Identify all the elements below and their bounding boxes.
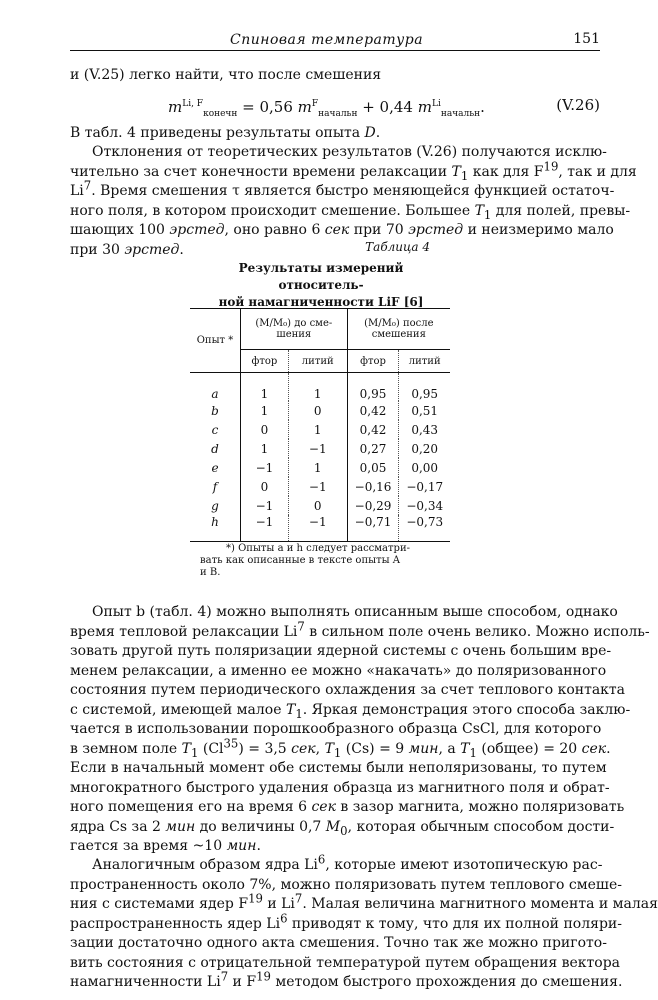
equation-expression: $m^{Li, F}_{конечн} = 0,56$ $m^F_{начальн} + 0,44$ $m^{Li}_{начальн}$. [168,98,485,119]
table-footnote: *) Опыты a и h следует рассматри- вать как описанные в тексте опыты A и B. [200,543,410,578]
cell-experiment: a [211,387,219,401]
cell-lithium-before: 1 [288,458,347,477]
column-header-experiment: Опыт * [196,335,234,346]
cell-lithium-after: 0,00 [399,458,450,477]
cell-experiment: c [211,422,219,437]
cell-fluorine-after: 0,42 [347,420,399,439]
cell-experiment: d [211,441,219,456]
magnetization-table [190,308,450,542]
page-number: 151 [573,31,600,47]
column-header-lithium-before: литий [288,350,347,373]
paragraph-table-ref: В табл. 4 приведены результаты опыта D. [70,125,381,141]
table-body [190,373,450,542]
intro-line: и (V.25) легко найти, что после смешения [70,67,382,83]
table-row [190,496,450,515]
cell-experiment: b [211,403,219,418]
column-header-lithium-after: литий [399,350,450,373]
cell-fluorine-before: 1 [241,373,289,402]
paragraph-experiment-b: Опыт b (табл. 4) можно выполнять описанным выше способом, однако время тепловой релаксации Li$^7$ в сильном поле очень велико. Можно исполь- зовать другой путь поляризации ядерной системы с очень большим вре- менем релаксации, а именно ее можно «накачать» до поляризованного состояния путем периодического охлаждения за счет теплового контакта с системой, имеющей малое $T_1$. Яркая демонстрация этого способа заклю- чается в использовании порошкообразного образца CsCl, для которого в земном поле $T_1$ $(Cl^{35}) = 3,5$ сек, $T_1$ (Cs) = 9 мин, а $T_1$ (общее) = 20 сек. Если в начальный момент обе системы были неполяризованы, то путем многократного быстрого удаления образца из магнитного поля и обрат- ного помещения его на время 6 сек в зазор магнита, можно поляризовать ядра Cs за 2 мин до величины 0,7 $M_0$, которая обычным способом дости- гается за время ~10 мин. [70,604,650,854]
cell-fluorine-after: 0,27 [347,439,399,458]
cell-lithium-after: −0,73 [399,515,450,542]
table-row [190,401,450,420]
equation-number: (V.26) [556,96,600,114]
table-label: Таблица 4 [365,240,430,254]
table-row [190,420,450,439]
table-row [190,373,450,402]
cell-lithium-after: −0,17 [399,477,450,496]
cell-experiment: f [212,479,218,494]
cell-lithium-before: −1 [288,515,347,542]
cell-fluorine-before: 0 [241,477,289,496]
cell-fluorine-before: 0 [241,420,289,439]
cell-fluorine-before: 1 [241,439,289,458]
equation-v26 [160,90,600,120]
cell-lithium-before: −1 [288,439,347,458]
running-title: Спиновая температура [230,32,424,48]
cell-experiment: h [211,515,219,529]
cell-fluorine-before: 1 [241,401,289,420]
cell-lithium-after: 0,95 [399,373,450,402]
cell-lithium-before: 0 [288,496,347,515]
table-title: Результаты измерений относитель- ной намагниченности LiF [6] [218,261,424,309]
cell-lithium-before: 0 [288,401,347,420]
table-row [190,458,450,477]
cell-experiment: g [211,498,219,513]
cell-lithium-before: 1 [288,420,347,439]
cell-fluorine-after: 0,05 [347,458,399,477]
table-row [190,439,450,458]
cell-fluorine-before: −1 [241,515,289,542]
cell-lithium-after: 0,43 [399,420,450,439]
cell-fluorine-before: −1 [241,458,289,477]
cell-lithium-before: 1 [288,373,347,402]
paragraph-li6: Аналогичным образом ядра Li$^6$, которые имеют изотопическую рас- пространенность около 7%, можно поляризовать путем теплового смеше- ния с системами ядер $F^{19}$ и Li$^7$. Малая величина магнитного момента и малая распространенность ядер Li$^6$ приводят к тому, что для их полной поляри- зации достаточно одного акта смешения. Точно так же можно пригото- вить состояния с отрицательной температурой путем обращения вектора намагниченности Li$^7$ и $F^{19}$ методом быстрого прохождения до смешения. [70,852,658,990]
column-group-before: (M/M₀) до сме- шения [241,309,348,350]
cell-lithium-after: −0,34 [399,496,450,515]
table-row [190,477,450,496]
table-row [190,515,450,542]
cell-experiment: e [211,460,219,475]
cell-fluorine-after: 0,42 [347,401,399,420]
cell-lithium-after: 0,20 [399,439,450,458]
cell-fluorine-before: −1 [241,496,289,515]
cell-fluorine-after: −0,16 [347,477,399,496]
column-header-fluorine-after: фтор [347,350,399,373]
cell-fluorine-after: 0,95 [347,373,399,402]
column-header-fluorine-before: фтор [241,350,289,373]
column-group-after: (M/M₀) после смешения [347,309,450,350]
cell-lithium-after: 0,51 [399,401,450,420]
page-header [70,30,600,51]
paragraph-deviations: Отклонения от теоретических результатов (V.26) получаются исклю- чительно за счет конечности времени релаксации $T_1$ как для $F^{19}$, так и для Li$^7$. Время смешения τ является быстро меняющейся функцией остаточ- ного поля, в котором происходит смешение. Большее $T_1$ для полей, превы- шающих 100 эрстед, оно равно 6 сек при 70 эрстед и неизмеримо мало при 30 эрстед. [70,144,637,258]
cell-lithium-before: −1 [288,477,347,496]
cell-fluorine-after: −0,29 [347,496,399,515]
cell-fluorine-after: −0,71 [347,515,399,542]
